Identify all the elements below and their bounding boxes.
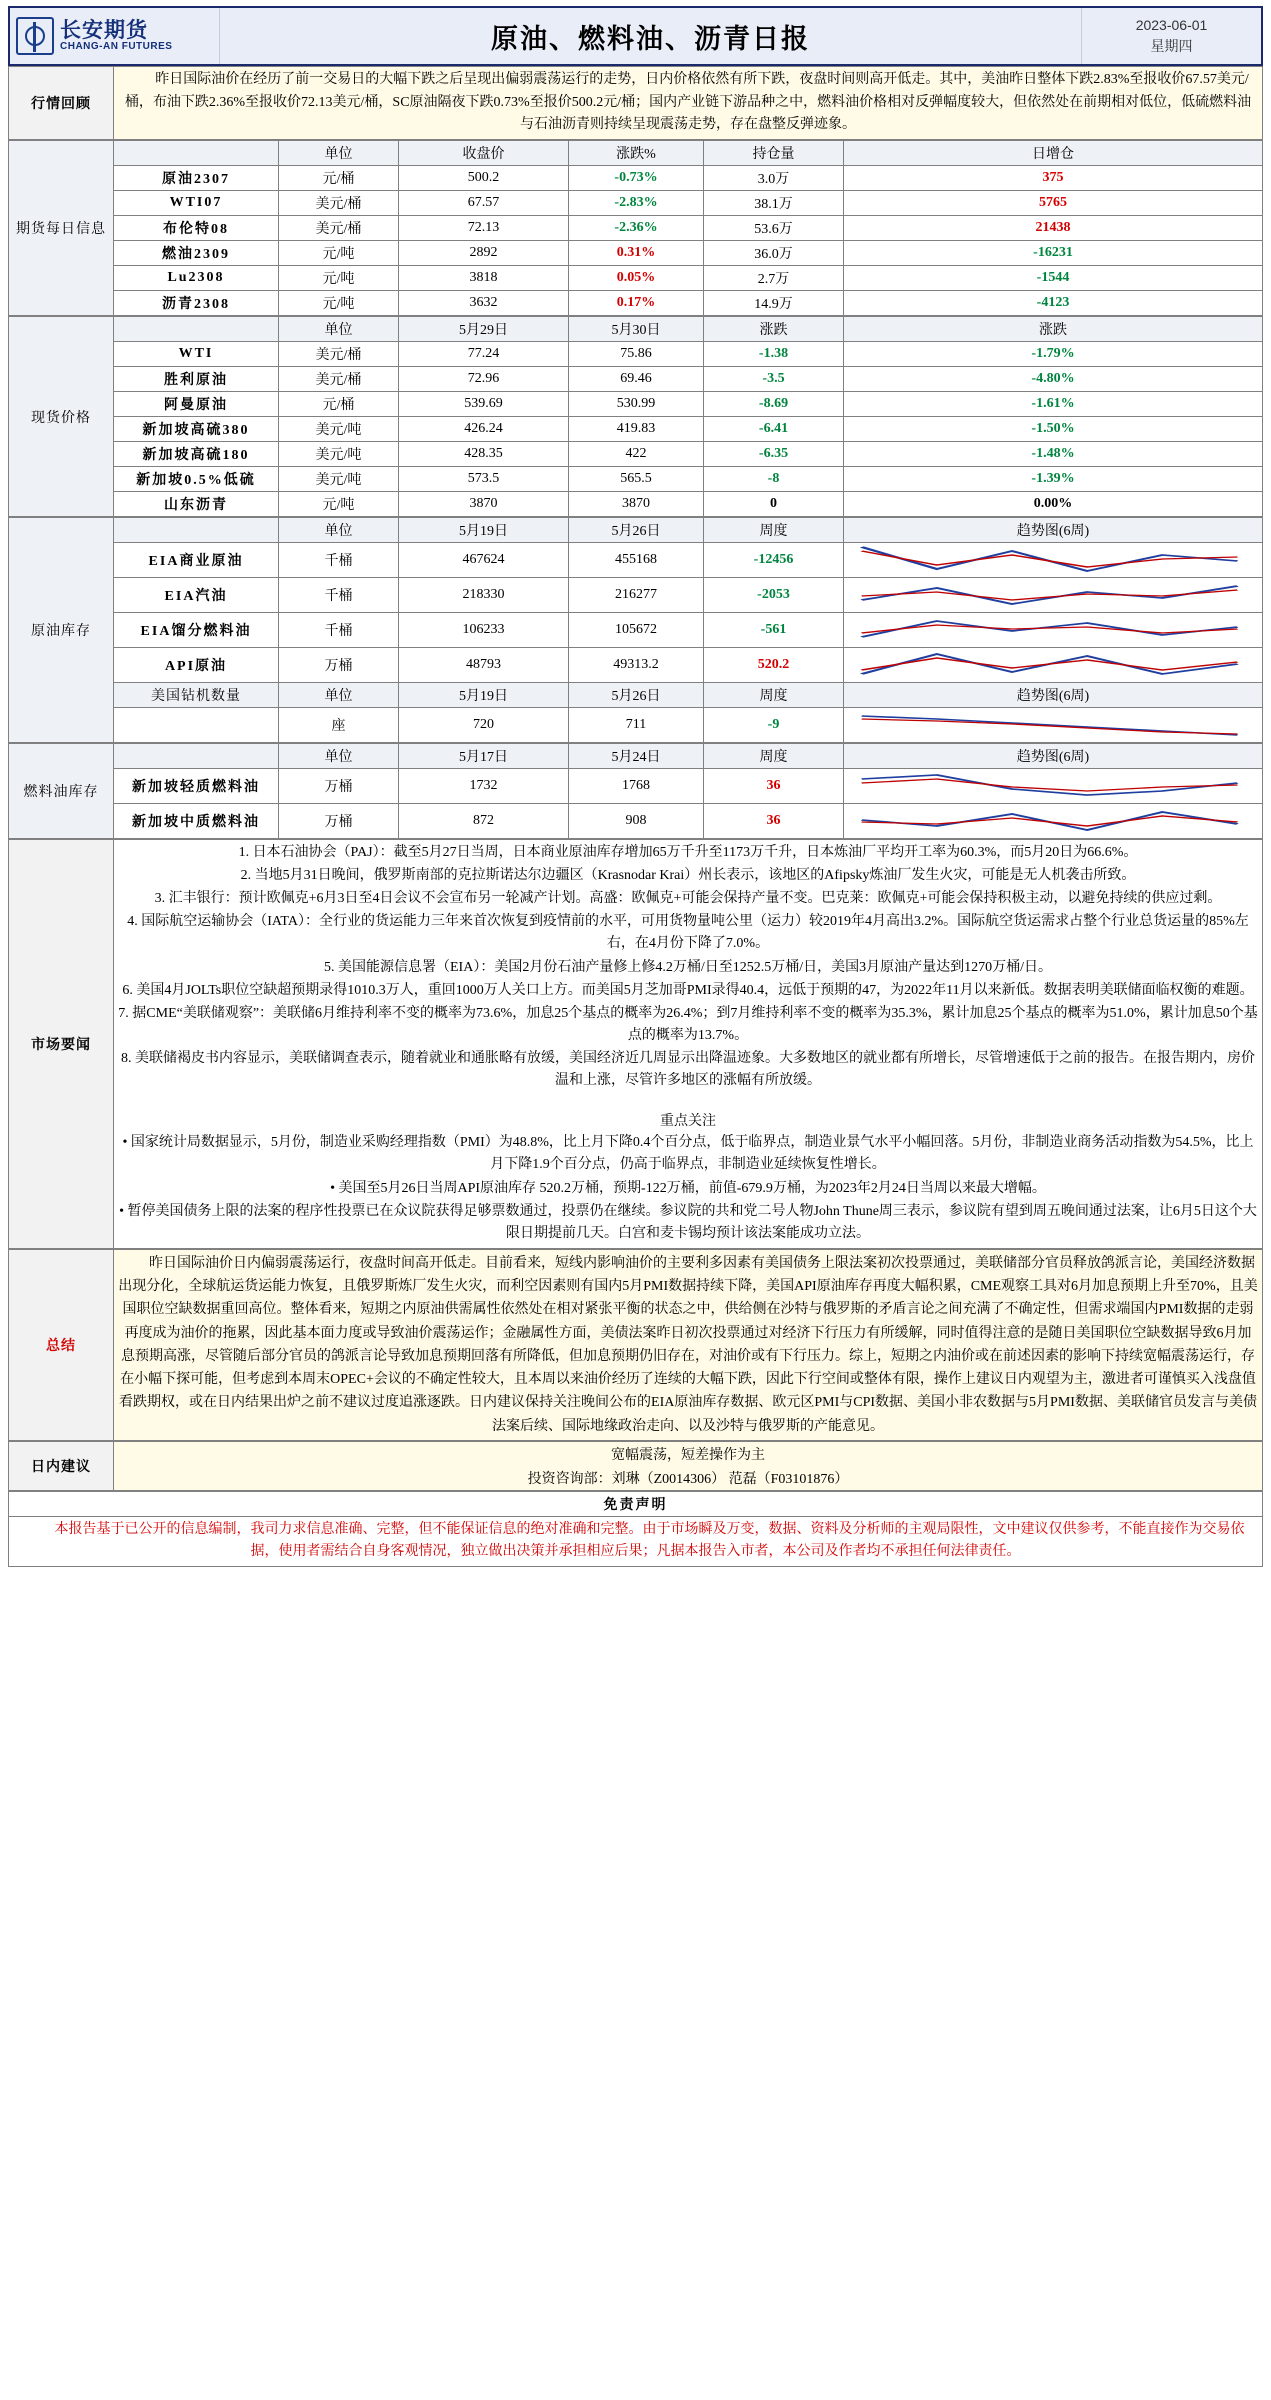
market-review-text: 昨日国际油价在经历了前一交易日的大幅下跌之后呈现出偏弱震荡运行的走势，日内价格依然有所下跌，夜盘时间则高开低走。其中，美油昨日整体下跌2.83%至报收价67.57美元/桶，布油下跌2.36%至报收价72.13美元/桶，SC原油隔夜下跌0.73%至报价500.2元/桶；国内产业链下游品种之中，燃料油价格相对反弹幅度较大，但依然处在前期相对低位，低硫燃料油与石油沥青则持续呈现震荡走势，存在盘整反弹迹象。 (114, 67, 1263, 140)
fuel-row-unit: 万桶 (279, 804, 399, 839)
page-title: 原油、燃料油、沥青日报 (491, 23, 810, 54)
brand-logo (10, 8, 220, 64)
disclaimer-body: 本报告基于已公开的信息编制，我司力求信息准确、完整，但不能保证信息的绝对准确和完整。由于市场瞬及万变，数据、资料及分析师的主观局限性，文中建议仅供参考，不能直接作为交易依据，使用者需结合自身客观情况，独立做出决策并承担相应后果；凡据本报告入市者，本公司及作者均不承担任何法律责任。 (9, 1516, 1263, 1566)
fuel-row-name: 新加坡轻质燃料油 (114, 769, 279, 804)
futures-row-doi: -1544 (844, 266, 1263, 291)
spot-col-unit: 单位 (279, 317, 399, 342)
news-focus-item: • 暂停美国债务上限的法案的程序性投票已在众议院获得足够票数通过，投票仍在继续。参议院的共和党二号人物John Thune周三表示，参议院有望到周五晚间通过法案，让6月5日这个大限日期提前几天。白宫和麦卡锡均预计该法案能成功立法。 (119, 1203, 1257, 1241)
spot-row-day1: 539.69 (399, 392, 569, 417)
futures-row-unit: 元/吨 (279, 291, 399, 316)
crude-row-weekly: 520.2 (704, 648, 844, 683)
spot-col-day1: 5月29日 (399, 317, 569, 342)
news-spacer (118, 1093, 1258, 1107)
rig-col-day2: 5月26日 (569, 683, 704, 708)
crude-row-day1: 48793 (399, 648, 569, 683)
futures-row-name: Lu2308 (114, 266, 279, 291)
futures-row-oi: 2.7万 (704, 266, 844, 291)
section-label-crude-inventory: 原油库存 (9, 518, 114, 743)
fuel-row-day1: 1732 (399, 769, 569, 804)
futures-row-change: 0.31% (569, 241, 704, 266)
rig-col-trend: 趋势图(6周) (844, 683, 1263, 708)
crude-row-unit: 千桶 (279, 578, 399, 613)
crude-row-day2: 455168 (569, 543, 704, 578)
crude-row-unit: 千桶 (279, 543, 399, 578)
spot-row-day2: 75.86 (569, 342, 704, 367)
report-date-block (1081, 8, 1261, 64)
sparkline-singapore-light (844, 769, 1263, 804)
spot-row-day2: 3870 (569, 492, 704, 517)
spot-row-unit: 美元/桶 (279, 342, 399, 367)
spot-row-name: 山东沥青 (114, 492, 279, 517)
crude-row-day2: 105672 (569, 613, 704, 648)
futures-row-doi: -16231 (844, 241, 1263, 266)
futures-row-unit: 美元/桶 (279, 191, 399, 216)
futures-col-close: 收盘价 (399, 141, 569, 166)
spot-row-change: 0 (704, 492, 844, 517)
rig-count-header-row (9, 683, 1263, 708)
brand-name-en: CHANG-AN FUTURES (60, 40, 173, 52)
futures-col-unit: 单位 (279, 141, 399, 166)
crude-row-name: API原油 (114, 648, 279, 683)
advice-table (8, 1441, 1263, 1491)
spot-row-change: -6.41 (704, 417, 844, 442)
rig-col-unit: 单位 (279, 683, 399, 708)
market-news-body (114, 840, 1263, 1249)
spot-row-name: 新加坡高硫380 (114, 417, 279, 442)
futures-table (8, 140, 1263, 316)
fuel-col-weekly: 周度 (704, 744, 844, 769)
futures-row-change: -2.36% (569, 216, 704, 241)
fuel-col-day2: 5月24日 (569, 744, 704, 769)
futures-row-close: 3632 (399, 291, 569, 316)
table-row (9, 266, 1263, 291)
table-row (9, 166, 1263, 191)
section-label-review: 行情回顾 (9, 67, 114, 140)
futures-row-oi: 14.9万 (704, 291, 844, 316)
futures-row-change: 0.17% (569, 291, 704, 316)
fuel-inventory-table (8, 743, 1263, 839)
spot-row-unit: 美元/吨 (279, 467, 399, 492)
table-row (9, 291, 1263, 316)
spot-row-name: 新加坡0.5%低硫 (114, 467, 279, 492)
futures-row-name: 布伦特08 (114, 216, 279, 241)
news-item: 7. 据CME“美联储观察”：美联储6月维持利率不变的概率为73.6%，加息25个基点的概率为26.4%；到7月维持利率不变的概率为35.3%，累计加息25个基点的概率为51.0%，累计加息50个基点的概率为13.7%。 (118, 1005, 1258, 1043)
rig-col-day1: 5月19日 (399, 683, 569, 708)
news-focus-item: • 美国至5月26日当周API原油库存 520.2万桶，预期-122万桶，前值-679.9万桶，为2023年2月24日当周以来最大增幅。 (330, 1180, 1046, 1196)
spot-row-day2: 530.99 (569, 392, 704, 417)
futures-row-unit: 元/吨 (279, 266, 399, 291)
disclaimer-title: 免责声明 (9, 1491, 1263, 1516)
crude-col-day1: 5月19日 (399, 518, 569, 543)
spot-row-change: -6.35 (704, 442, 844, 467)
news-item: 8. 美联储褐皮书内容显示，美联储调查表示，随着就业和通胀略有放缓，美国经济近几周显示出降温迹象。大多数地区的就业都有所增长，尽管增速低于之前的报告。在报告期内，房价温和上涨，尽管许多地区的涨幅有所放缓。 (121, 1051, 1255, 1089)
spot-row-change-pct: -1.39% (844, 467, 1263, 492)
futures-row-doi: 5765 (844, 191, 1263, 216)
table-row (9, 216, 1263, 241)
news-item: 2. 当地5月31日晚间，俄罗斯南部的克拉斯诺达尔边疆区（Krasnodar Krai）州长表示，该地区的Afipsky炼油厂发生火灾，可能是无人机袭击所致。 (240, 868, 1136, 884)
section-label-summary: 总结 (9, 1249, 114, 1440)
report-header (8, 6, 1263, 66)
futures-col-oi: 持仓量 (704, 141, 844, 166)
futures-row-close: 67.57 (399, 191, 569, 216)
futures-row-close: 3818 (399, 266, 569, 291)
table-row (9, 708, 1263, 743)
rig-count-label: 美国钻机数量 (114, 683, 279, 708)
table-row (9, 543, 1263, 578)
spot-row-name: 胜利原油 (114, 367, 279, 392)
spot-row-change: -8.69 (704, 392, 844, 417)
section-label-spot: 现货价格 (9, 317, 114, 517)
futures-row-close: 2892 (399, 241, 569, 266)
table-row (9, 769, 1263, 804)
table-row (9, 442, 1263, 467)
spot-price-table (8, 316, 1263, 517)
spot-row-unit: 美元/吨 (279, 442, 399, 467)
table-row (9, 804, 1263, 839)
spot-row-day1: 77.24 (399, 342, 569, 367)
crude-col-weekly: 周度 (704, 518, 844, 543)
futures-row-name: WTI07 (114, 191, 279, 216)
futures-row-doi: -4123 (844, 291, 1263, 316)
spot-row-day2: 419.83 (569, 417, 704, 442)
section-label-futures: 期货每日信息 (9, 141, 114, 316)
crude-inventory-header-row (9, 518, 1263, 543)
rig-row-weekly: -9 (704, 708, 844, 743)
rig-row-day1: 720 (399, 708, 569, 743)
table-row (9, 392, 1263, 417)
futures-col-change: 涨跌% (569, 141, 704, 166)
crude-col-blank (114, 518, 279, 543)
spot-row-change-pct: -1.79% (844, 342, 1263, 367)
advisory-names: 刘琳（Z0014306） 范磊（F03101876） (611, 1471, 849, 1487)
futures-row-doi: 375 (844, 166, 1263, 191)
fuel-row-weekly: 36 (704, 804, 844, 839)
spot-col-change-pct: 涨跌 (844, 317, 1263, 342)
table-row (9, 342, 1263, 367)
news-item: 5. 美国能源信息署（EIA）：美国2月份石油产量修上修4.2万桶/日至1252.5万桶/日，美国3月原油产量达到1270万桶/日。 (324, 959, 1052, 975)
news-item: 3. 汇丰银行：预计欧佩克+6月3日至4日会议不会宣布另一轮减产计划。高盛：欧佩克+可能会保持产量不变。巴克莱：欧佩克+可能会保持积极主动，以避免持续的供应过剩。 (154, 891, 1222, 907)
spot-header-row (9, 317, 1263, 342)
futures-row-close: 500.2 (399, 166, 569, 191)
crude-col-unit: 单位 (279, 518, 399, 543)
table-row (9, 613, 1263, 648)
fuel-row-day1: 872 (399, 804, 569, 839)
crude-row-weekly: -2053 (704, 578, 844, 613)
spot-row-day2: 422 (569, 442, 704, 467)
advice-line-2 (118, 1468, 1258, 1488)
spot-col-change: 涨跌 (704, 317, 844, 342)
sparkline-api-crude (844, 648, 1263, 683)
fuel-col-trend: 趋势图(6周) (844, 744, 1263, 769)
spot-row-change: -3.5 (704, 367, 844, 392)
futures-row-unit: 元/吨 (279, 241, 399, 266)
futures-row-unit: 美元/桶 (279, 216, 399, 241)
brand-name-cn: 长安期货 (60, 18, 148, 42)
news-focus-item: • 国家统计局数据显示，5月份，制造业采购经理指数（PMI）为48.8%，比上月下降0.4个百分点，低于临界点，制造业景气水平小幅回落。5月份，非制造业商务活动指数为54.5%，比上月下降1.9个百分点，仍高于临界点，非制造业延续恢复性增长。 (122, 1135, 1254, 1173)
spot-row-name: 新加坡高硫180 (114, 442, 279, 467)
crude-row-name: EIA馏分燃料油 (114, 613, 279, 648)
section-label-news: 市场要闻 (9, 840, 114, 1249)
spot-row-change-pct: -1.48% (844, 442, 1263, 467)
company-logo-icon (16, 17, 54, 55)
crude-row-day2: 216277 (569, 578, 704, 613)
spot-row-change-pct: -4.80% (844, 367, 1263, 392)
crude-row-day1: 106233 (399, 613, 569, 648)
crude-row-day1: 218330 (399, 578, 569, 613)
crude-row-unit: 万桶 (279, 648, 399, 683)
futures-row-oi: 38.1万 (704, 191, 844, 216)
report-date: 2023-06-01 (1135, 17, 1208, 33)
crude-col-trend: 趋势图(6周) (844, 518, 1263, 543)
spot-row-change-pct: -1.61% (844, 392, 1263, 417)
spot-col-blank (114, 317, 279, 342)
disclaimer-table (8, 1491, 1263, 1567)
futures-row-oi: 36.0万 (704, 241, 844, 266)
market-news-table (8, 839, 1263, 1249)
section-label-advice: 日内建议 (9, 1441, 114, 1490)
table-row (9, 467, 1263, 492)
spot-row-day1: 573.5 (399, 467, 569, 492)
table-row (9, 367, 1263, 392)
crude-row-name: EIA汽油 (114, 578, 279, 613)
crude-row-weekly: -561 (704, 613, 844, 648)
crude-col-day2: 5月26日 (569, 518, 704, 543)
sparkline-eia-gasoline (844, 578, 1263, 613)
futures-row-change: 0.05% (569, 266, 704, 291)
summary-body: 昨日国际油价日内偏弱震荡运行，夜盘时间高开低走。目前看来，短线内影响油价的主要利多因素有美国债务上限法案初次投票通过，美联储部分官员释放鸽派言论，美国经济数据出现分化，全球航运货运能力恢复，且俄罗斯炼厂发生火灾，而利空因素则有国内5月PMI数据持续下降，美国API原油库存再度大幅积累，CME观察工具对6月加息预期上升至70%，且美国职位空缺数据重回高位。整体看来，短期之内原油供需属性依然处在相对紧张平衡的状态之中，供给侧在沙特与俄罗斯的矛盾言论之间充满了不确定性，但需求端国内PMI数据的走弱再度成为油价的拖累，因此基本面力度或导致油价震荡运作；金融属性方面，美债法案昨日初次投票通过对经济下行压力有所缓解，同时值得注意的是随日美国职位空缺数据导致6月加息预期高涨，尽管随后部分官员的鸽派言论导致加息预期回落有所降低，但加息预期仍旧存在，对油价或有下行压力。综上，短期之内油价或在前述因素的影响下持续宽幅震荡运行，存在小幅下探可能，但考虑到本周末OPEC+会议的不确定性较大，且本周以来油价经历了连续的大幅下跌，因此下行空间或整体有限，操作上建议日内观望为主，激进者可谨慎买入浅盘值看跌期权，或在日内结果出炉之前不建议过度追涨逐跌。日内建议保持关注晚间公布的EIA原油库存数据、欧元区PMI与CPI数据、美国小非农数据与5月PMI数据、美联储官员发言与美债法案后续、国际地缘政治走向、以及沙特与俄罗斯的产能意见。 (114, 1249, 1263, 1440)
report-weekday: 星期四 (1150, 38, 1193, 54)
spot-row-day1: 426.24 (399, 417, 569, 442)
spot-row-day2: 565.5 (569, 467, 704, 492)
spot-row-day1: 428.35 (399, 442, 569, 467)
fuel-row-name: 新加坡中质燃料油 (114, 804, 279, 839)
futures-row-unit: 元/桶 (279, 166, 399, 191)
table-row (9, 191, 1263, 216)
sparkline-eia-crude (844, 543, 1263, 578)
futures-row-name: 燃油2309 (114, 241, 279, 266)
spot-row-unit: 美元/桶 (279, 367, 399, 392)
futures-col-doi: 日增仓 (844, 141, 1263, 166)
fuel-row-day2: 908 (569, 804, 704, 839)
table-row (9, 578, 1263, 613)
table-row (9, 492, 1263, 517)
news-item: 4. 国际航空运输协会（IATA）：全行业的货运能力三年来首次恢复到疫情前的水平，可用货物量吨公里（运力）较2019年4月高出3.2%。国际航空货运需求占整个行业总货运量的85%左右，在4月份下降了7.0%。 (127, 914, 1249, 952)
crude-row-day1: 467624 (399, 543, 569, 578)
sparkline-singapore-medium (844, 804, 1263, 839)
sparkline-eia-distillate (844, 613, 1263, 648)
table-row (9, 241, 1263, 266)
futures-row-close: 72.13 (399, 216, 569, 241)
advice-body (114, 1441, 1263, 1490)
futures-row-change: -0.73% (569, 166, 704, 191)
fuel-col-unit: 单位 (279, 744, 399, 769)
spot-row-day2: 69.46 (569, 367, 704, 392)
rig-row-day2: 711 (569, 708, 704, 743)
fuel-row-unit: 万桶 (279, 769, 399, 804)
crude-row-name: EIA商业原油 (114, 543, 279, 578)
spot-row-unit: 元/桶 (279, 392, 399, 417)
futures-row-oi: 53.6万 (704, 216, 844, 241)
futures-col-blank (114, 141, 279, 166)
futures-row-doi: 21438 (844, 216, 1263, 241)
rig-row-unit: 座 (279, 708, 399, 743)
section-label-fuel-inventory: 燃料油库存 (9, 744, 114, 839)
fuel-col-day1: 5月17日 (399, 744, 569, 769)
news-item: 1. 日本石油协会（PAJ）：截至5月27日当周，日本商业原油库存增加65万千升至1173万千升，日本炼油厂平均开工率为60.3%，而5月20日为66.6%。 (238, 845, 1138, 861)
summary-table (8, 1249, 1263, 1441)
advisory-dept-label: 投资咨询部： (527, 1471, 612, 1487)
futures-header-row (9, 141, 1263, 166)
spot-row-name: 阿曼原油 (114, 392, 279, 417)
market-review-table (8, 66, 1263, 140)
crude-row-weekly: -12456 (704, 543, 844, 578)
futures-row-oi: 3.0万 (704, 166, 844, 191)
spot-row-change-pct: -1.50% (844, 417, 1263, 442)
spot-row-unit: 美元/吨 (279, 417, 399, 442)
spot-row-day1: 3870 (399, 492, 569, 517)
fuel-row-day2: 1768 (569, 769, 704, 804)
spot-row-unit: 元/吨 (279, 492, 399, 517)
news-focus-title: 重点关注 (660, 1112, 716, 1129)
futures-row-name: 原油2307 (114, 166, 279, 191)
crude-row-unit: 千桶 (279, 613, 399, 648)
fuel-col-blank (114, 744, 279, 769)
futures-row-name: 沥青2308 (114, 291, 279, 316)
fuel-inventory-header-row (9, 744, 1263, 769)
spot-row-change-pct: 0.00% (844, 492, 1263, 517)
spot-row-change: -8 (704, 467, 844, 492)
rig-col-weekly: 周度 (704, 683, 844, 708)
advice-line-1: 宽幅震荡，短差操作为主 (611, 1447, 765, 1463)
crude-row-day2: 49313.2 (569, 648, 704, 683)
spot-row-name: WTI (114, 342, 279, 367)
spot-row-day1: 72.96 (399, 367, 569, 392)
spot-row-change: -1.38 (704, 342, 844, 367)
table-row (9, 648, 1263, 683)
crude-inventory-table (8, 517, 1263, 743)
fuel-row-weekly: 36 (704, 769, 844, 804)
news-item: 6. 美国4月JOLTs职位空缺超预期录得1010.3万人，重回1000万人关口上方。而美国5月芝加哥PMI录得40.4，远低于预期的47，为2022年11月以来新低。数据表明美联储面临权衡的难题。 (122, 982, 1254, 998)
futures-row-change: -2.83% (569, 191, 704, 216)
table-row (9, 417, 1263, 442)
spot-col-day2: 5月30日 (569, 317, 704, 342)
sparkline-rig-count (844, 708, 1263, 743)
rig-row-blank (114, 708, 279, 743)
